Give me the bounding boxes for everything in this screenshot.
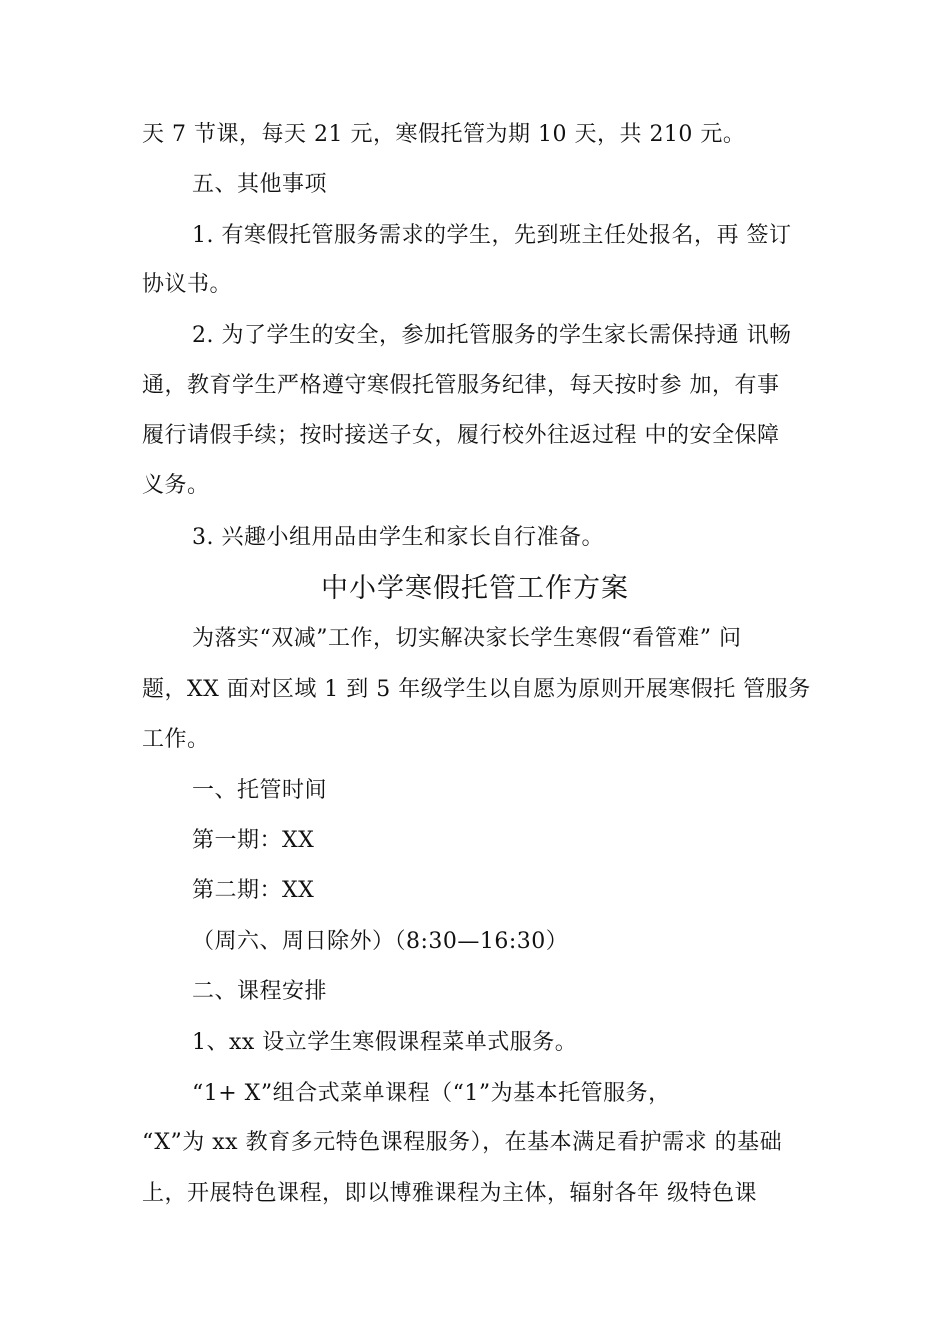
text-line-item-2-cont-1: 通，教育学生严格遵守寒假托管服务纪律，每天按时参 加，有事 — [142, 373, 780, 398]
section-heading-other-matters: 五、其他事项 — [192, 172, 328, 197]
section-heading-courses: 二、课程安排 — [192, 979, 328, 1004]
text-line-intro: 为落实“双减”工作，切实解决家长学生寒假“看管难” 问 — [192, 626, 742, 651]
text-line-course-1: 1、xx 设立学生寒假课程菜单式服务。 — [192, 1030, 578, 1055]
text-line-course-menu: “1+ X”组合式菜单课程（“1”为基本托管服务， — [192, 1081, 671, 1106]
text-line-fee: 天 7 节课，每天 21 元，寒假托管为期 10 天，共 210 元。 — [142, 122, 746, 147]
text-line-phase-1: 第一期：XX — [192, 828, 315, 853]
text-line-item-2-cont-3: 义务。 — [142, 473, 210, 498]
page-title: 中小学寒假托管工作方案 — [321, 573, 629, 604]
text-line-intro-cont-1: 题，XX 面对区域 1 到 5 年级学生以自愿为原则开展寒假托 管服务 — [142, 677, 811, 702]
text-line-phase-2: 第二期：XX — [192, 878, 315, 903]
text-line-course-menu-cont-2: 上，开展特色课程，即以博雅课程为主体，辐射各年 级特色课 — [142, 1181, 757, 1206]
section-heading-schedule: 一、托管时间 — [192, 778, 328, 803]
text-line-item-3: 3. 兴趣小组用品由学生和家长自行准备。 — [192, 525, 604, 550]
text-line-course-menu-cont-1: “X”为 xx 教育多元特色课程服务），在基本满足看护需求 的基础 — [142, 1130, 783, 1155]
text-line-hours: （周六、周日除外）（8:30—16:30） — [192, 929, 569, 954]
text-line-item-2-cont-2: 履行请假手续；按时接送子女，履行校外往返过程 中的安全保障 — [142, 423, 780, 448]
text-line-item-1: 1. 有寒假托管服务需求的学生，先到班主任处报名，再 签订 — [192, 223, 792, 248]
text-line-item-1-cont: 协议书。 — [142, 272, 233, 297]
text-line-item-2: 2. 为了学生的安全，参加托管服务的学生家长需保持通 讯畅 — [192, 323, 792, 348]
text-line-intro-cont-2: 工作。 — [142, 727, 210, 752]
